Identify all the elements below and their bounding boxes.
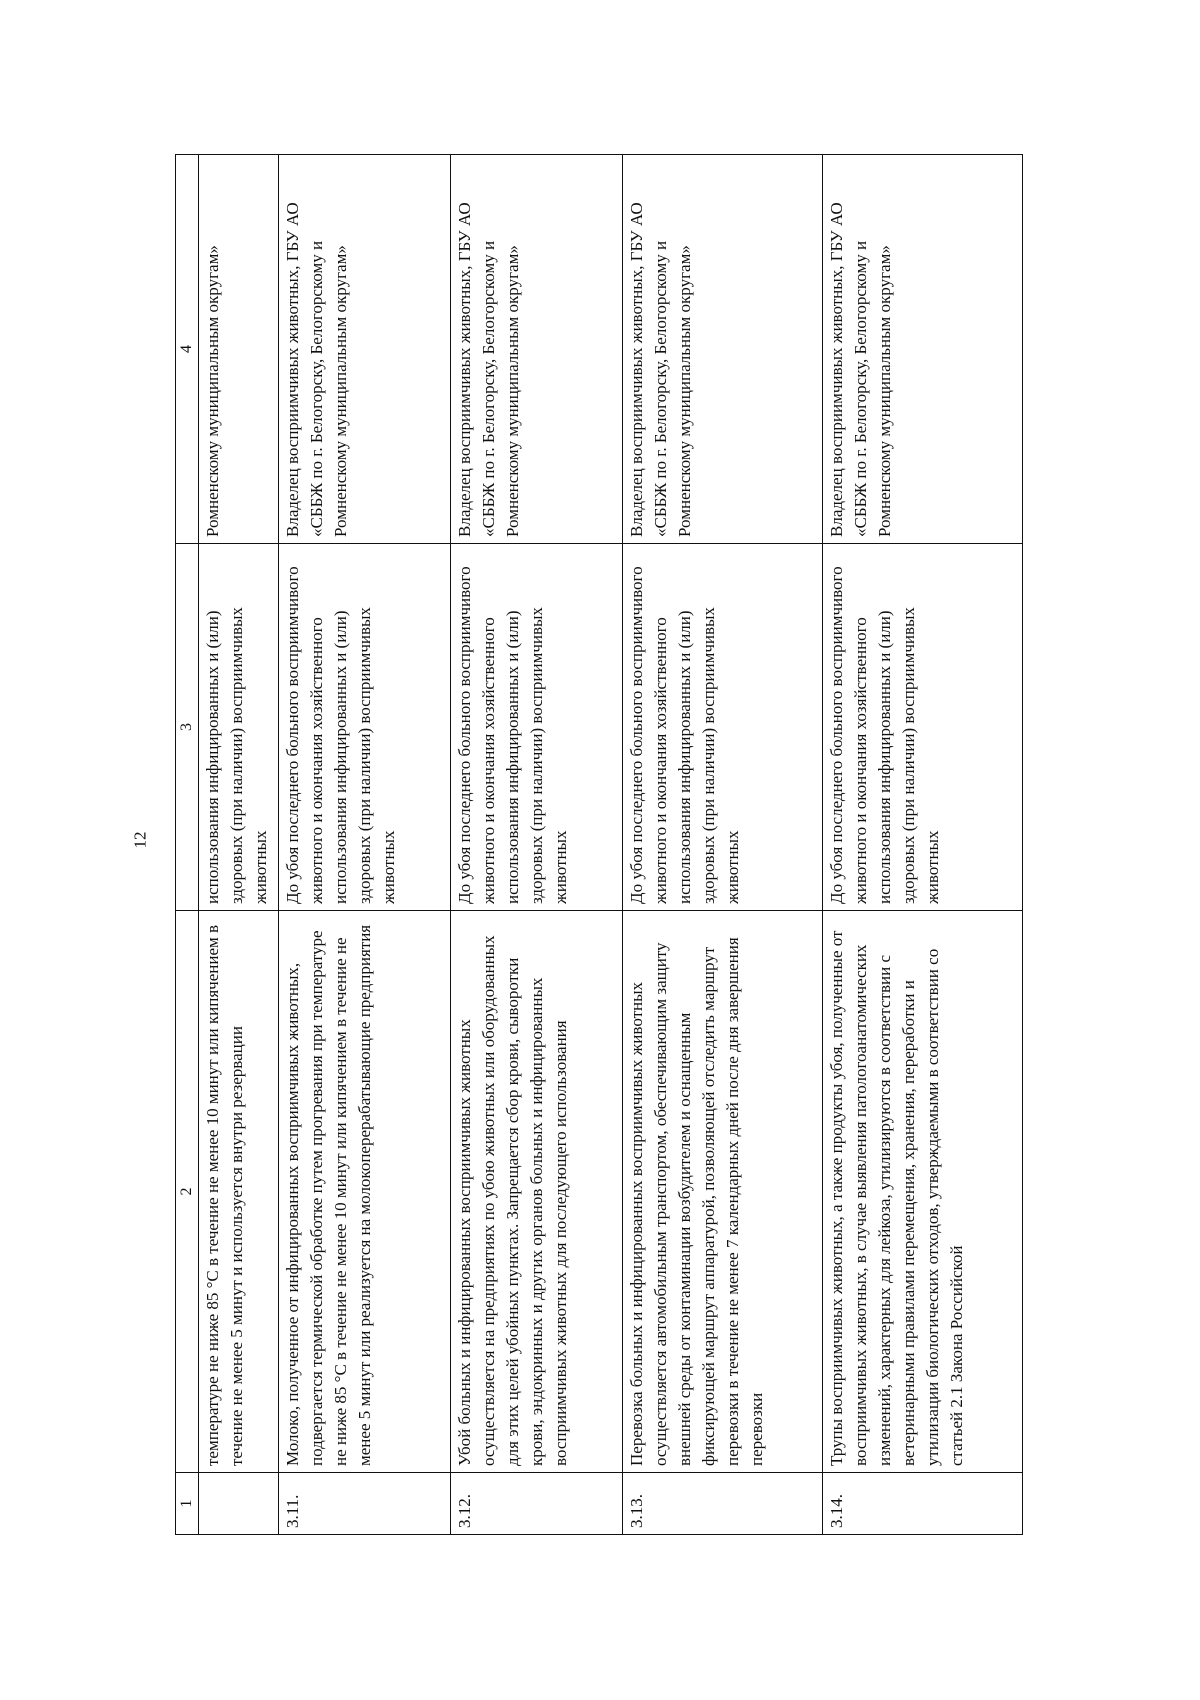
page-number: 12: [130, 831, 150, 849]
responsible-cell: Владелец восприимчивых животных, ГБУ АО «СББЖ по г. Белогорску, Белогорскому и Ромненскому муниципальным округам»: [823, 155, 1023, 544]
column-header: 2: [176, 911, 199, 1473]
column-header: 3: [176, 544, 199, 911]
column-header: 1: [176, 1473, 199, 1535]
term-cell: До убоя последнего больного восприимчивого животного и окончания хозяйственного использования инфицированных и (или) здоровых (при наличии) восприимчивых животных: [279, 544, 451, 911]
term-cell: До убоя последнего больного восприимчивого животного и окончания хозяйственного использования инфицированных и (или) здоровых (при наличии) восприимчивых животных: [623, 544, 823, 911]
row-number: 3.14.: [823, 1473, 1023, 1535]
measures-table: [175, 154, 1023, 1535]
rotated-table-container: [175, 155, 1035, 1535]
responsible-cell: Владелец восприимчивых животных, ГБУ АО «СББЖ по г. Белогорску, Белогорскому и Ромненскому муниципальным округам»: [623, 155, 823, 544]
table-row: [823, 155, 1023, 1535]
responsible-cell: Владелец восприимчивых животных, ГБУ АО «СББЖ по г. Белогорску, Белогорскому и Ромненскому муниципальным округам»: [451, 155, 623, 544]
responsible-cell: Ромненскому муниципальным округам»: [199, 155, 279, 544]
column-header: 4: [176, 155, 199, 544]
table-row: [451, 155, 623, 1535]
term-cell: До убоя последнего больного восприимчивого животного и окончания хозяйственного использования инфицированных и (или) здоровых (при наличии) восприимчивых животных: [823, 544, 1023, 911]
table-header-row: [176, 155, 199, 1535]
responsible-cell: Владелец восприимчивых животных, ГБУ АО «СББЖ по г. Белогорску, Белогорскому и Ромненскому муниципальным округам»: [279, 155, 451, 544]
measure-cell: Убой больных и инфицированных восприимчивых животных осуществляется на предприятиях по убою животных или оборудованных для этих целей убойных пунктах. Запрещается сбор крови, сыворотки крови, эндокринных и других органов больных и инфицированных восприимчивых животных для последующего использования: [451, 911, 623, 1473]
table-row: [623, 155, 823, 1535]
measure-cell: Перевозка больных и инфицированных восприимчивых животных осуществляется автомобильным транспортом, обеспечивающим защиту внешней среды от контаминации возбудителем и оснащенным фиксирующей маршрут аппаратурой, позволяющей отследить маршрут перевозки в течение не менее 7 календарных дней после дня завершения перевозки: [623, 911, 823, 1473]
table-row: [199, 155, 279, 1535]
measure-cell: температуре не ниже 85 °С в течение не менее 10 минут или кипячением в течение не менее 5 минут и используется внутри резервации: [199, 911, 279, 1473]
row-number: 3.12.: [451, 1473, 623, 1535]
term-cell: До убоя последнего больного восприимчивого животного и окончания хозяйственного использования инфицированных и (или) здоровых (при наличии) восприимчивых животных: [451, 544, 623, 911]
table-row: [279, 155, 451, 1535]
row-number: 3.13.: [623, 1473, 823, 1535]
measure-cell: Молоко, полученное от инфицированных восприимчивых животных, подвергается термической обработке путем прогревания при температуре не ниже 85 °С в течение не менее 10 минут или кипячением в течение не менее 5 минут или реализуется на молокоперерабатывающие предприятия: [279, 911, 451, 1473]
term-cell: использования инфицированных и (или) здоровых (при наличии) восприимчивых животных: [199, 544, 279, 911]
row-number: [199, 1473, 279, 1535]
row-number: 3.11.: [279, 1473, 451, 1535]
measure-cell: Трупы восприимчивых животных, а также продукты убоя, полученные от восприимчивых животных, в случае выявления патологоанатомических изменений, характерных для лейкоза, утилизируются в соответствии с ветеринарными правилами перемещения, хранения, переработки и утилизации биологических отходов, утверждаемыми в соответствии со статьей 2.1 Закона Российской: [823, 911, 1023, 1473]
